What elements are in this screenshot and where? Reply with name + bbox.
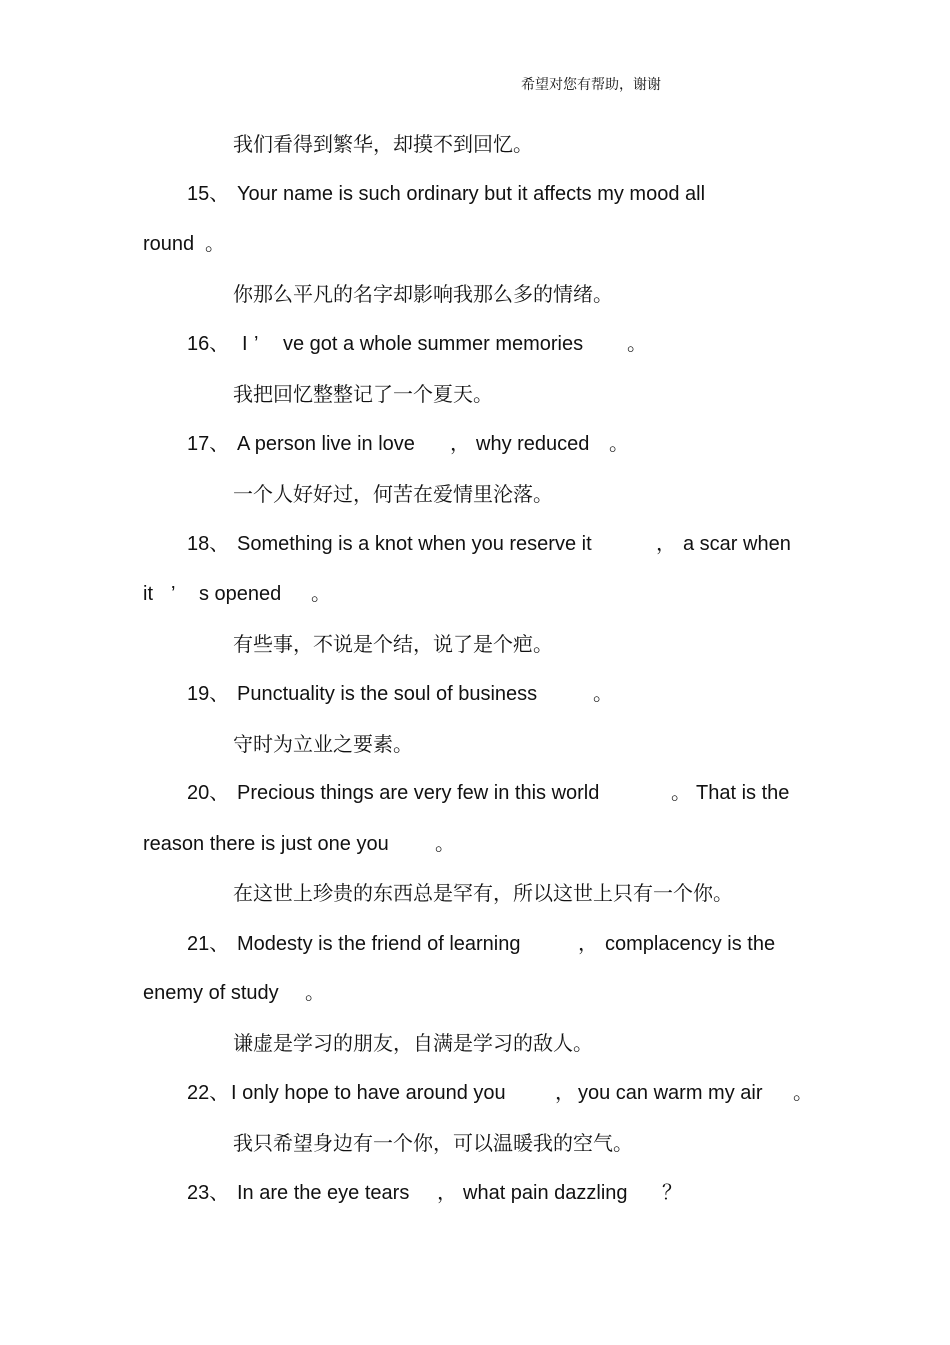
entry-17-translation: 一个人好好过，何苦在爱情里沦落。 bbox=[233, 482, 553, 506]
entry-18-translation: 有些事，不说是个结，说了是个疤。 bbox=[233, 632, 553, 656]
entry-16-end-mark: 。 bbox=[627, 333, 647, 355]
entry-21-end-mark: 。 bbox=[305, 982, 325, 1004]
entry-18-english-line2-a: it bbox=[143, 583, 153, 605]
entry-15-english-line-2: round bbox=[143, 233, 195, 255]
entry-16-english-a: I bbox=[242, 333, 248, 355]
entry-20-number: 20、 bbox=[187, 782, 230, 804]
entry-21-continuation bbox=[143, 979, 363, 1007]
entry-17-end-mark: 。 bbox=[609, 433, 629, 455]
entry-20-continuation bbox=[143, 830, 473, 858]
entry-15-number: 15、 bbox=[187, 183, 230, 205]
entry-14-translation: 我们看得到繁华，却摸不到回忆。 bbox=[233, 132, 533, 156]
entry-15-end-mark: 。 bbox=[205, 233, 225, 255]
entry-18-end-mark: 。 bbox=[311, 583, 331, 605]
entry-22-sentence bbox=[187, 1079, 827, 1107]
entry-22-comma: ， bbox=[555, 1082, 575, 1104]
entry-18-english-b: a scar when bbox=[683, 533, 791, 555]
entry-21-comma: ， bbox=[578, 933, 598, 955]
entry-17-english-a: A person live in love bbox=[237, 433, 415, 455]
entry-18-english-line2-b: s opened bbox=[199, 583, 282, 605]
entry-17-comma: ， bbox=[450, 433, 470, 455]
entry-16-translation: 我把回忆整整记了一个夏天。 bbox=[233, 382, 493, 406]
entry-18-comma: ， bbox=[656, 533, 676, 555]
entry-15-sentence bbox=[187, 180, 807, 208]
entry-23-number: 23、 bbox=[187, 1182, 230, 1204]
entry-23-english-b: what pain dazzling bbox=[463, 1182, 628, 1204]
entry-20-end-mark: 。 bbox=[435, 833, 455, 855]
entry-21-sentence bbox=[187, 930, 807, 958]
entry-16-apostrophe: ’ bbox=[254, 333, 259, 355]
entry-22-end-mark: 。 bbox=[793, 1082, 813, 1104]
entry-17-number: 17、 bbox=[187, 433, 230, 455]
entry-15-translation: 你那么平凡的名字却影响我那么多的情绪。 bbox=[233, 282, 613, 306]
entry-19-number: 19、 bbox=[187, 683, 230, 705]
entry-22-english-b: you can warm my air bbox=[578, 1082, 763, 1104]
entry-21-english-a: Modesty is the friend of learning bbox=[237, 933, 521, 955]
entry-23-english-a: In are the eye tears bbox=[237, 1182, 410, 1204]
entry-18-apostrophe: ’ bbox=[171, 583, 176, 605]
entry-23-end-mark: ？ bbox=[662, 1182, 682, 1204]
entry-16-number: 16、 bbox=[187, 333, 230, 355]
entry-21-english-b: complacency is the bbox=[605, 933, 776, 955]
entry-21-english-line-2: enemy of study bbox=[143, 982, 279, 1004]
entry-20-sentence bbox=[187, 779, 807, 807]
entry-19-sentence bbox=[187, 680, 627, 708]
entry-19-end-mark: 。 bbox=[593, 683, 613, 705]
entry-18-number: 18、 bbox=[187, 533, 230, 555]
entry-16-english-b: ve got a whole summer memories bbox=[283, 333, 584, 355]
entry-16-sentence bbox=[187, 330, 687, 358]
entry-22-translation: 我只希望身边有一个你，可以温暖我的空气。 bbox=[233, 1131, 633, 1155]
entry-19-translation: 守时为立业之要素。 bbox=[233, 732, 413, 756]
entry-21-number: 21、 bbox=[187, 933, 230, 955]
entry-20-mid-mark: 。 bbox=[671, 782, 691, 804]
entry-20-english-b: That is the bbox=[696, 782, 790, 804]
entry-15-continuation bbox=[143, 230, 443, 258]
header-note: 希望对您有帮助，谢谢 bbox=[521, 77, 661, 93]
entry-19-english-a: Punctuality is the soul of business bbox=[237, 683, 538, 705]
entry-15-english-line-1: Your name is such ordinary but it affects my mood all bbox=[237, 183, 706, 205]
entry-17-english-b: why reduced bbox=[476, 433, 590, 455]
entry-17-sentence bbox=[187, 430, 647, 458]
entry-18-english-a: Something is a knot when you reserve it bbox=[237, 533, 592, 555]
entry-18-continuation bbox=[143, 580, 363, 608]
entry-23-comma: ， bbox=[437, 1182, 457, 1204]
entry-18-sentence bbox=[187, 530, 817, 558]
entry-23-sentence bbox=[187, 1179, 707, 1207]
entry-21-translation: 谦虚是学习的朋友，自满是学习的敌人。 bbox=[233, 1031, 593, 1055]
entry-20-translation: 在这世上珍贵的东西总是罕有，所以这世上只有一个你。 bbox=[233, 881, 733, 905]
entry-20-english-line-2: reason there is just one you bbox=[143, 833, 389, 855]
entry-22-number: 22、 bbox=[187, 1082, 230, 1104]
entry-22-english-a: I only hope to have around you bbox=[231, 1082, 506, 1104]
entry-20-english-a: Precious things are very few in this world bbox=[237, 782, 600, 804]
